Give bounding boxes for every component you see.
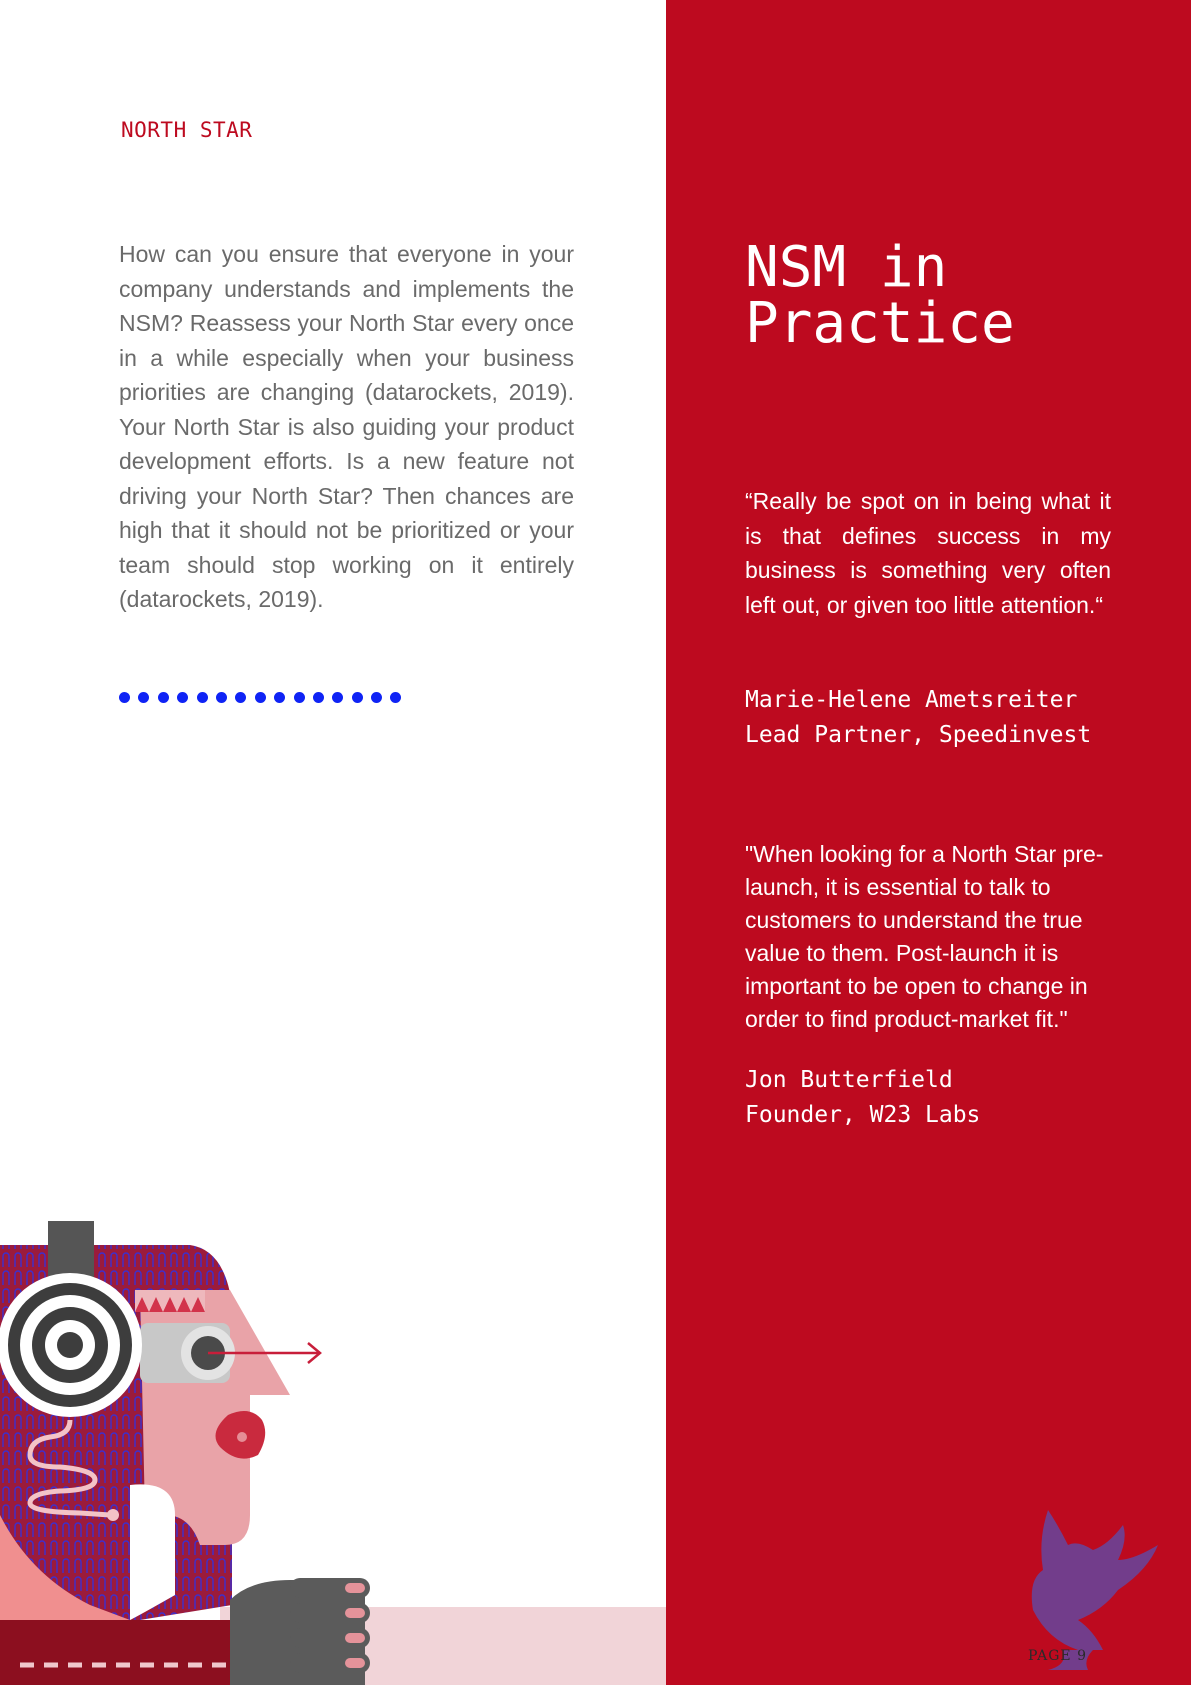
quote-author: Marie-Helene Ametsreiter [745,687,1078,713]
divider-dot [371,692,382,703]
divider-dot [390,692,401,703]
divider-dot [158,692,169,703]
divider-dot [313,692,324,703]
divider-dot [138,692,149,703]
page-number: PAGE 9 [1028,1648,1088,1664]
quote-author-role: Lead Partner, Speedinvest [745,722,1092,748]
divider-dot [352,692,363,703]
divider-dot [255,692,266,703]
quote-author-role: Founder, W23 Labs [745,1102,981,1128]
quote-attribution [745,1063,980,1133]
page-title [745,235,1015,356]
divider-dot [294,692,305,703]
quote-text: “Really be spot on in being what it is that defines success in my business is something very often left out, or given too little attention.“ [745,488,1111,618]
title-line-2: Practice [745,291,1015,356]
section-label: NORTH STAR [121,118,253,142]
divider-dot [332,692,343,703]
quote-author: Jon Butterfield [745,1067,953,1093]
quote-attribution [745,683,1091,753]
divider-dot [274,692,285,703]
dot-divider [119,692,401,703]
divider-dot [119,692,130,703]
quote-text: "When looking for a North Star pre-launch, it is essential to talk to customers to understand the true value to them. Post-launch it is important to be open to change in order to find product-market fit." [745,841,1104,1032]
body-paragraph: How can you ensure that everyone in your company understands and implements the NSM? Reassess your North Star every once in a while especially when your business priorities are changing (datarockets, 2019). Your North Star is also guiding your product development efforts. Is a new feature not driving your North Star? Then chances are high that it should not be prioritized or your team should stop working on it entirely (datarockets, 2019). [119,241,574,612]
divider-dot [177,692,188,703]
divider-dot [216,692,227,703]
divider-dot [197,692,208,703]
robot-head-illustration [0,1215,666,1685]
title-line-1: NSM in [745,235,948,300]
divider-dot [235,692,246,703]
